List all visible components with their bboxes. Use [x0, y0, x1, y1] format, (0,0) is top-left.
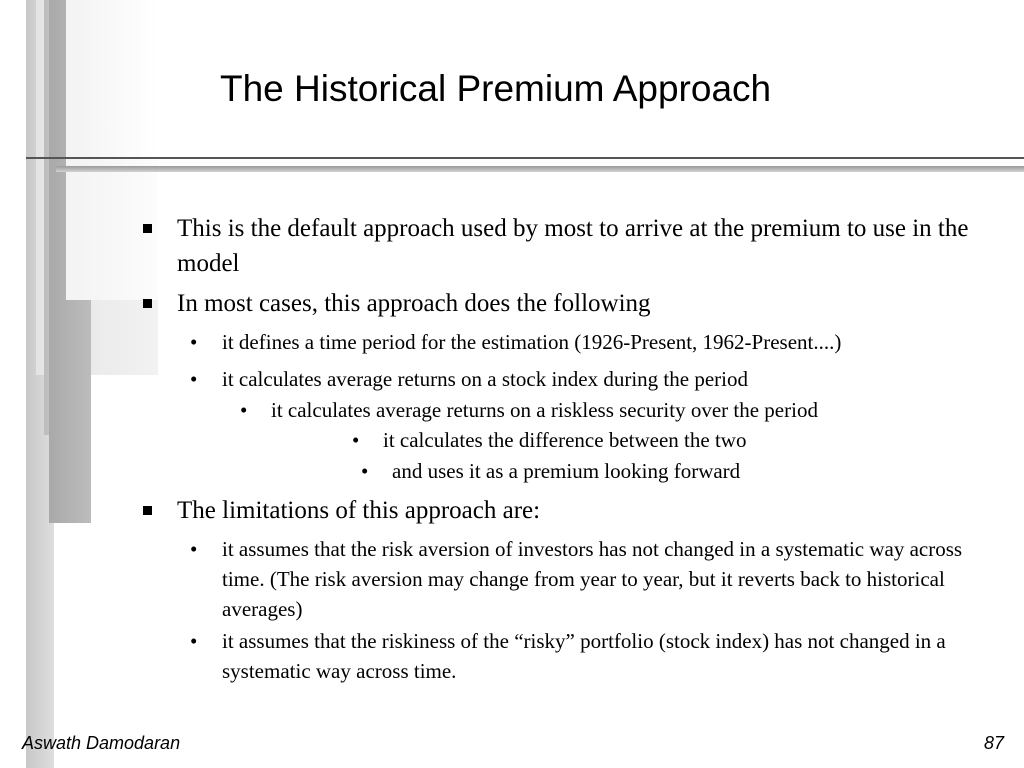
bullet-item [0, 425, 1024, 455]
bullet-text: it assumes that the risk aversion of investors has not changed in a systematic way across time. (The risk aversion may change from year to year, but it reverts back to historical averages) [222, 537, 963, 621]
square-bullet-icon [143, 299, 152, 308]
dot-bullet-icon: • [240, 398, 248, 422]
dot-bullet-icon: • [361, 459, 369, 483]
title-divider-shadow [56, 166, 1024, 172]
bullet-text: and uses it as a premium looking forward [392, 459, 741, 483]
title-divider [26, 157, 1024, 159]
bullet-item [0, 327, 1024, 357]
bullet-item [0, 626, 1024, 686]
dot-bullet-icon: • [190, 537, 198, 561]
bullet-text: it defines a time period for the estimation (1926-Present, 1962-Present....) [222, 330, 842, 354]
bullet-text: it calculates the difference between the two [383, 428, 747, 452]
dot-bullet-icon: • [190, 330, 198, 354]
bullet-item [0, 534, 1024, 624]
square-bullet-icon [143, 506, 152, 515]
slide-title: The Historical Premium Approach [220, 68, 772, 109]
bullet-item [0, 364, 1024, 394]
bullet-item [0, 286, 1024, 321]
bullet-text: In most cases, this approach does the following [177, 290, 651, 317]
bullet-text: it calculates average returns on a stock index during the period [222, 367, 748, 391]
bullet-text: it assumes that the riskiness of the “risky” portfolio (stock index) has not changed in a systematic way across time. [222, 629, 946, 683]
square-bullet-icon [143, 224, 152, 233]
dot-bullet-icon: • [190, 367, 198, 391]
bullet-item [0, 456, 1024, 486]
decor-bar [90, 0, 158, 160]
page-number: 87 [983, 733, 1004, 753]
bullet-item [0, 395, 1024, 425]
dot-bullet-icon: • [352, 428, 360, 452]
bullet-text: This is the default approach used by most to arrive at the premium to use in the model [177, 215, 969, 277]
bullet-item [0, 493, 1024, 528]
bullet-text: The limitations of this approach are: [177, 497, 541, 524]
footer-author: Aswath Damodaran [22, 733, 181, 753]
dot-bullet-icon: • [190, 629, 198, 653]
bullet-text: it calculates average returns on a riskless security over the period [271, 398, 818, 422]
bullet-item [0, 211, 1024, 281]
